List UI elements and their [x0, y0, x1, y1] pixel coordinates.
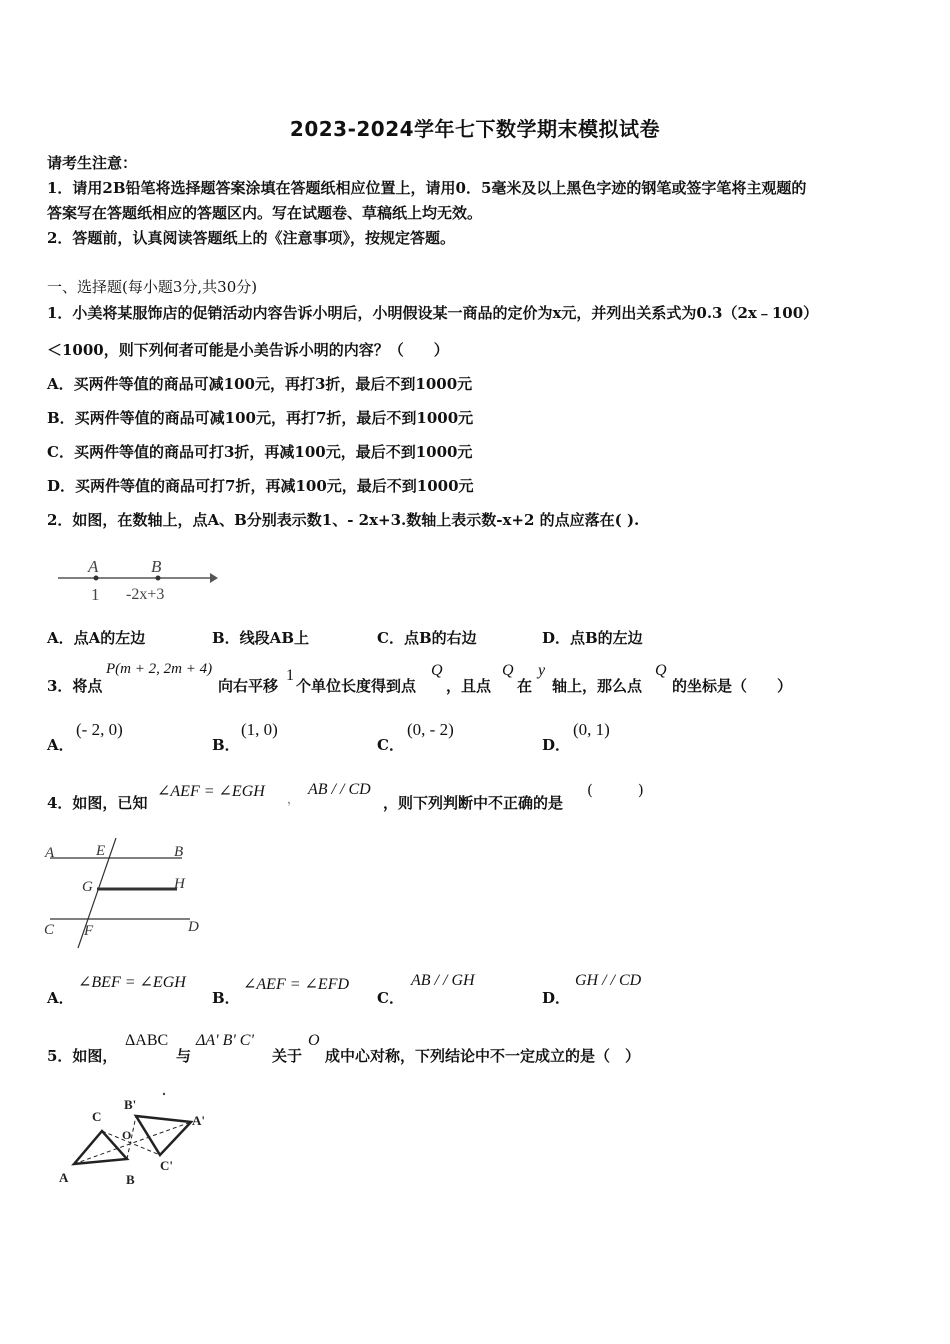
- point-b-label: B: [151, 557, 162, 576]
- q4-paren: ( ): [587, 781, 644, 799]
- q4-condition-2: AB / / CD: [308, 781, 371, 798]
- q5-triangle-1: ΔABC: [125, 1032, 169, 1049]
- q3-q-3: Q: [655, 662, 667, 679]
- q3-text-5: 轴上，那么点: [552, 677, 643, 695]
- q3-option-c-letter: C．: [377, 736, 404, 754]
- label-a: A: [59, 1170, 69, 1185]
- label-c: C: [92, 1109, 102, 1124]
- q4-suffix: ，则下列判断中不正确的是: [383, 794, 564, 812]
- number-line-arrow: [210, 573, 218, 583]
- q4-option-c-letter: C．: [377, 989, 404, 1007]
- q5-triangle-2: ΔA' B' C': [196, 1032, 254, 1049]
- q3-suffix: 的坐标是（ ）: [672, 677, 793, 695]
- q4-comma: ，: [287, 792, 300, 806]
- q3-text-3: ，且点: [446, 677, 492, 695]
- label-f: F: [84, 923, 94, 939]
- label-a: A: [45, 845, 55, 861]
- q1-option-d: D．买两件等值的商品可打7折，再减100元，最后不到1000元: [47, 477, 474, 495]
- q3-prefix: 3．将点: [47, 677, 103, 695]
- q3-option-c-value: (0, - 2): [407, 720, 454, 739]
- q3-option-d-letter: D．: [542, 736, 571, 754]
- q1-stem-b: ＜1000，则下列何者可能是小美告诉小明的内容？（ ）: [47, 341, 449, 359]
- notice-heading: 请考生注意：: [47, 154, 138, 172]
- q3-text-1: 向右平移: [218, 677, 279, 695]
- q2-option-a: A．点A的左边: [47, 629, 146, 647]
- q5-central-symmetry-figure: [52, 1088, 222, 1193]
- q4-prefix: 4．如图，已知: [47, 794, 148, 812]
- q1-stem-a: 1．小美将某服饰店的促销活动内容告诉小明后，小明假设某一商品的定价为x元，并列出关系式为0.3（2x﹣100）: [47, 304, 819, 322]
- q3-q-1: Q: [431, 662, 443, 679]
- q3-option-a-letter: A．: [47, 736, 74, 754]
- notice-line-1a: 1．请用2B铅笔将选择题答案涂填在答题纸相应位置上，请用0．5毫米及以上黑色字迹的钢笔或签字笔将主观题的: [47, 179, 807, 197]
- q4-option-a-value: ∠BEF = ∠EGH: [78, 974, 186, 991]
- q4-option-d-letter: D．: [542, 989, 571, 1007]
- label-c1: C': [160, 1158, 173, 1173]
- point-b-value: -2x+3: [126, 586, 165, 603]
- q1-option-b: B．买两件等值的商品可减100元，再打7折，最后不到1000元: [47, 409, 474, 427]
- point-a-label: A: [88, 557, 99, 576]
- label-e: E: [96, 843, 106, 859]
- label-a1: A': [192, 1113, 205, 1128]
- q3-option-a-value: (- 2, 0): [76, 720, 123, 739]
- q4-option-b-value: ∠AEF = ∠EFD: [243, 976, 350, 993]
- label-b: B: [174, 844, 184, 860]
- q5-center: O: [308, 1032, 320, 1049]
- q3-q-2: Q: [502, 662, 514, 679]
- q2-option-c: C．点B的右边: [377, 629, 477, 647]
- point-b-dot: [156, 576, 161, 581]
- q5-suffix: 成中心对称，下列结论中不一定成立的是（ ）: [325, 1047, 641, 1065]
- q5-prefix: 5．如图，: [47, 1047, 118, 1065]
- notice-line-2: 2．答题前，认真阅读答题纸上的《注意事项》，按规定答题。: [47, 229, 455, 247]
- point-a-value: 1: [91, 585, 100, 604]
- label-o: O: [122, 1128, 132, 1142]
- label-b1: B': [124, 1097, 137, 1112]
- q2-option-d: D．点B的左边: [542, 629, 643, 647]
- point-a-dot: [94, 576, 99, 581]
- q4-condition-1: ∠AEF = ∠EGH: [157, 783, 265, 800]
- q2-number-line-figure: [52, 552, 222, 607]
- q4-option-d-value: GH / / CD: [575, 972, 642, 989]
- label-h: H: [174, 876, 185, 892]
- q4-option-c-value: AB / / GH: [411, 972, 475, 989]
- q3-text-4: 在: [517, 677, 533, 695]
- stray-dot: [163, 1093, 165, 1095]
- q3-shift: 1: [286, 667, 294, 684]
- q3-point-p: P(m + 2, 2m + 4): [106, 661, 213, 677]
- label-b: B: [126, 1172, 135, 1187]
- section-heading: 一、选择题(每小题3分,共30分): [47, 278, 258, 296]
- q3-option-b-value: (1, 0): [241, 720, 278, 739]
- notice-line-1b: 答案写在答题纸相应的答题区内。写在试题卷、草稿纸上均无效。: [47, 204, 483, 222]
- q5-text-2: 关于: [272, 1047, 303, 1065]
- label-c: C: [44, 922, 55, 938]
- q4-option-b-letter: B．: [212, 989, 240, 1007]
- triangle-abc: [74, 1131, 127, 1164]
- q3-axis: y: [538, 662, 546, 679]
- q2-option-b: B．线段AB上: [212, 629, 309, 647]
- q1-option-a: A．买两件等值的商品可减100元，再打3折，最后不到1000元: [47, 375, 473, 393]
- q2-stem: 2．如图，在数轴上，点A、B分别表示数1、- 2x+3.数轴上表示数-x+2 的点应落在( ).: [47, 511, 640, 529]
- q5-text-1: 与: [176, 1047, 192, 1065]
- q4-option-a-letter: A．: [47, 989, 74, 1007]
- page-title: 2023-2024学年七下数学期末模拟试卷: [289, 117, 661, 141]
- triangle-a1b1c1: [136, 1116, 191, 1155]
- label-g: G: [82, 879, 93, 895]
- q1-option-c: C．买两件等值的商品可打3折，再减100元，最后不到1000元: [47, 443, 473, 461]
- q3-text-2: 个单位长度得到点: [296, 677, 417, 695]
- q4-parallel-lines-figure: [42, 836, 212, 951]
- q3-option-b-letter: B．: [212, 736, 240, 754]
- label-d: D: [188, 919, 199, 935]
- q3-option-d-value: (0, 1): [573, 720, 610, 739]
